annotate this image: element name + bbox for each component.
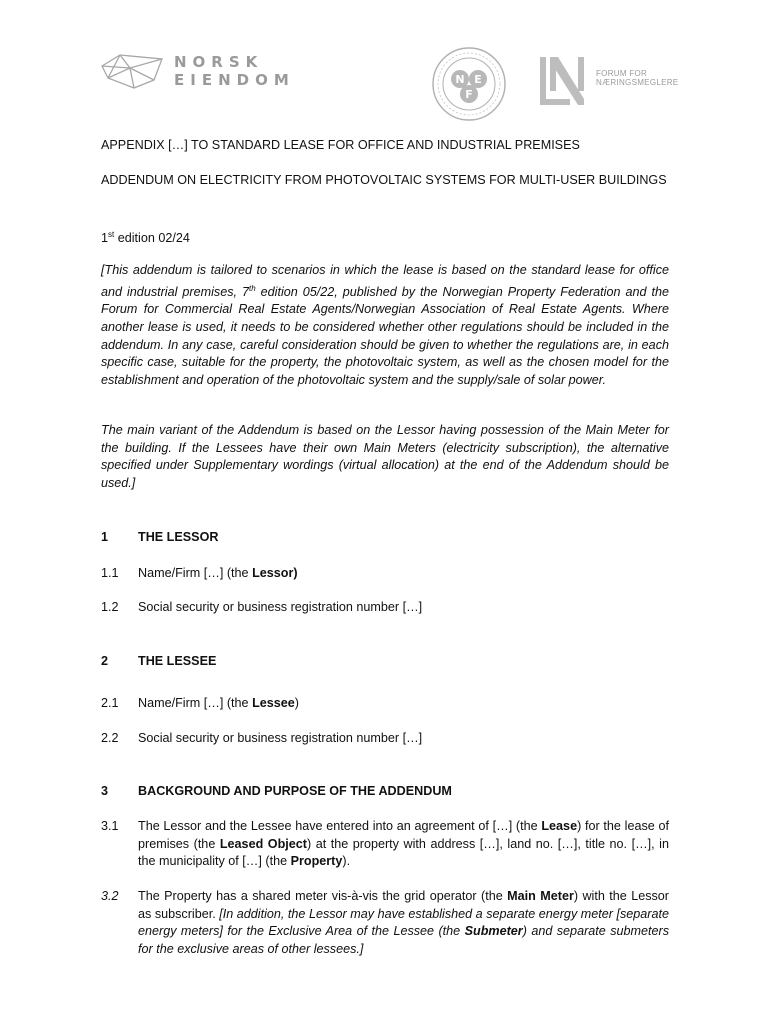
seal-letter-f: F <box>465 88 473 101</box>
intro-1-sup: th <box>249 283 256 293</box>
clause-3-1-b: ) for the lease of premises (the <box>138 819 669 851</box>
clause-1-1-a: Name/Firm […] (the <box>138 566 253 580</box>
seal-letter-e: E <box>474 73 482 86</box>
section-1-number: 1 <box>101 530 109 544</box>
clause-2-1-number: 2.1 <box>101 696 119 710</box>
edition-line <box>101 226 669 248</box>
edition-number: 1 <box>101 231 109 246</box>
intro-paragraph-2 <box>101 422 669 492</box>
logo-right-line-2: NÆRINGSMEGLERE <box>596 78 679 87</box>
clause-2-1-bold: Lessee <box>252 696 295 710</box>
clause-2-1-text <box>138 695 669 713</box>
clause-3-1-d: ). <box>342 854 351 869</box>
edition-rest: edition 02/24 <box>114 231 190 246</box>
section-1-title: THE LESSOR <box>138 530 219 544</box>
fn-monogram-icon <box>538 55 588 107</box>
clause-3-2-number: 3.2 <box>101 889 119 903</box>
clause-3-2-text <box>138 888 669 958</box>
nef-seal-logo <box>431 46 507 128</box>
logo-word-1: NORSK <box>174 53 264 71</box>
clause-2-2-text: Social security or business registration number […] <box>138 731 423 745</box>
clause-3-2-bold-main-meter: Main Meter <box>507 889 574 903</box>
intro-1-part-a: [This addendum is tailored to scenarios in which the lease is based on the standard lease for office and industrial premises, 7 <box>101 263 669 299</box>
clause-3-1-bold-leased-object: Leased Object <box>219 836 307 851</box>
clause-3-2-b: ) with the Lessor as subscriber. <box>138 889 669 921</box>
clause-2-1-b: ) <box>294 696 299 710</box>
appendix-title: APPENDIX […] TO STANDARD LEASE FOR OFFICE AND INDUSTRIAL PREMISES <box>101 138 580 152</box>
clause-3-2-italic-1: [In addition, the Lessor may have established a separate energy meter [separate energy meters] for the Exclusive Area of the Lessee (the <box>138 906 669 939</box>
norsk-eiendom-logo <box>100 52 295 90</box>
section-2-title: THE LESSEE <box>138 654 217 668</box>
clause-3-1-number: 3.1 <box>101 819 119 833</box>
section-2-number: 2 <box>101 654 109 668</box>
clause-3-1-c: ) at the property with address […], land no. […], title no. […], in the municipality of […] (the <box>138 836 669 869</box>
edition-sup: st <box>108 230 115 239</box>
logo-right-line-1: FORUM FOR <box>596 69 648 78</box>
clause-3-2-italic-2: ) and separate submeters for the exclusive areas of other lessees.] <box>138 924 669 956</box>
clause-1-1-number: 1.1 <box>101 566 119 580</box>
clause-3-1-bold-lease: Lease <box>541 819 578 833</box>
intro-2-text: The main variant of the Addendum is based on the Lessor having possession of the Main Meter for the building. If the Lessees have their own Main Meters (electricity subscription), the alternative specified under Supplementary wordings (virtual allocation) at the end of the Addendum should be used.] <box>101 423 669 490</box>
clause-1-1-bold: Lessor) <box>252 566 298 580</box>
section-3-number: 3 <box>101 784 109 798</box>
clause-2-2-number: 2.2 <box>101 731 119 745</box>
clause-3-1-bold-property: Property <box>290 854 343 869</box>
clause-3-1-a: The Lessor and the Lessee have entered into an agreement of […] (the <box>138 819 542 833</box>
intro-1-part-b: edition 05/22, published by the Norwegian Property Federation and the Forum for Commercial Real Estate Agents/Norwegian Association of Real Estate Agents. Where another lease is used, it needs to be considered whether other regulations should be included in the addendum. In any case, careful consideration should be given to whether the regulations are, in each specific case, suitable for the property, the photovoltaic system, as well as the chosen model for the establishment and operation of the photovoltaic system and the supply/sale of solar power. <box>101 284 669 387</box>
logo-word-2: EIENDOM <box>174 71 295 89</box>
clause-3-2-a: The Property has a shared meter vis-à-vis the grid operator (the <box>138 889 508 903</box>
clause-1-2-text: Social security or business registration number […] <box>138 600 423 614</box>
clause-1-2-number: 1.2 <box>101 600 119 614</box>
intro-paragraph-1 <box>101 262 669 389</box>
seal-letter-n: N <box>455 73 465 86</box>
forum-for-naeringsmeglere-logo <box>538 55 678 107</box>
diamond-logo-icon <box>100 52 166 90</box>
clause-1-1-text <box>138 565 669 583</box>
clause-3-1-text <box>138 818 669 871</box>
addendum-title: ADDENDUM ON ELECTRICITY FROM PHOTOVOLTAIC SYSTEMS FOR MULTI-USER BUILDINGS <box>101 173 667 187</box>
section-3-title: BACKGROUND AND PURPOSE OF THE ADDENDUM <box>138 784 452 798</box>
clause-2-1-a: Name/Firm […] (the <box>138 696 253 710</box>
clause-3-2-bold-submeter: Submeter <box>464 924 523 939</box>
